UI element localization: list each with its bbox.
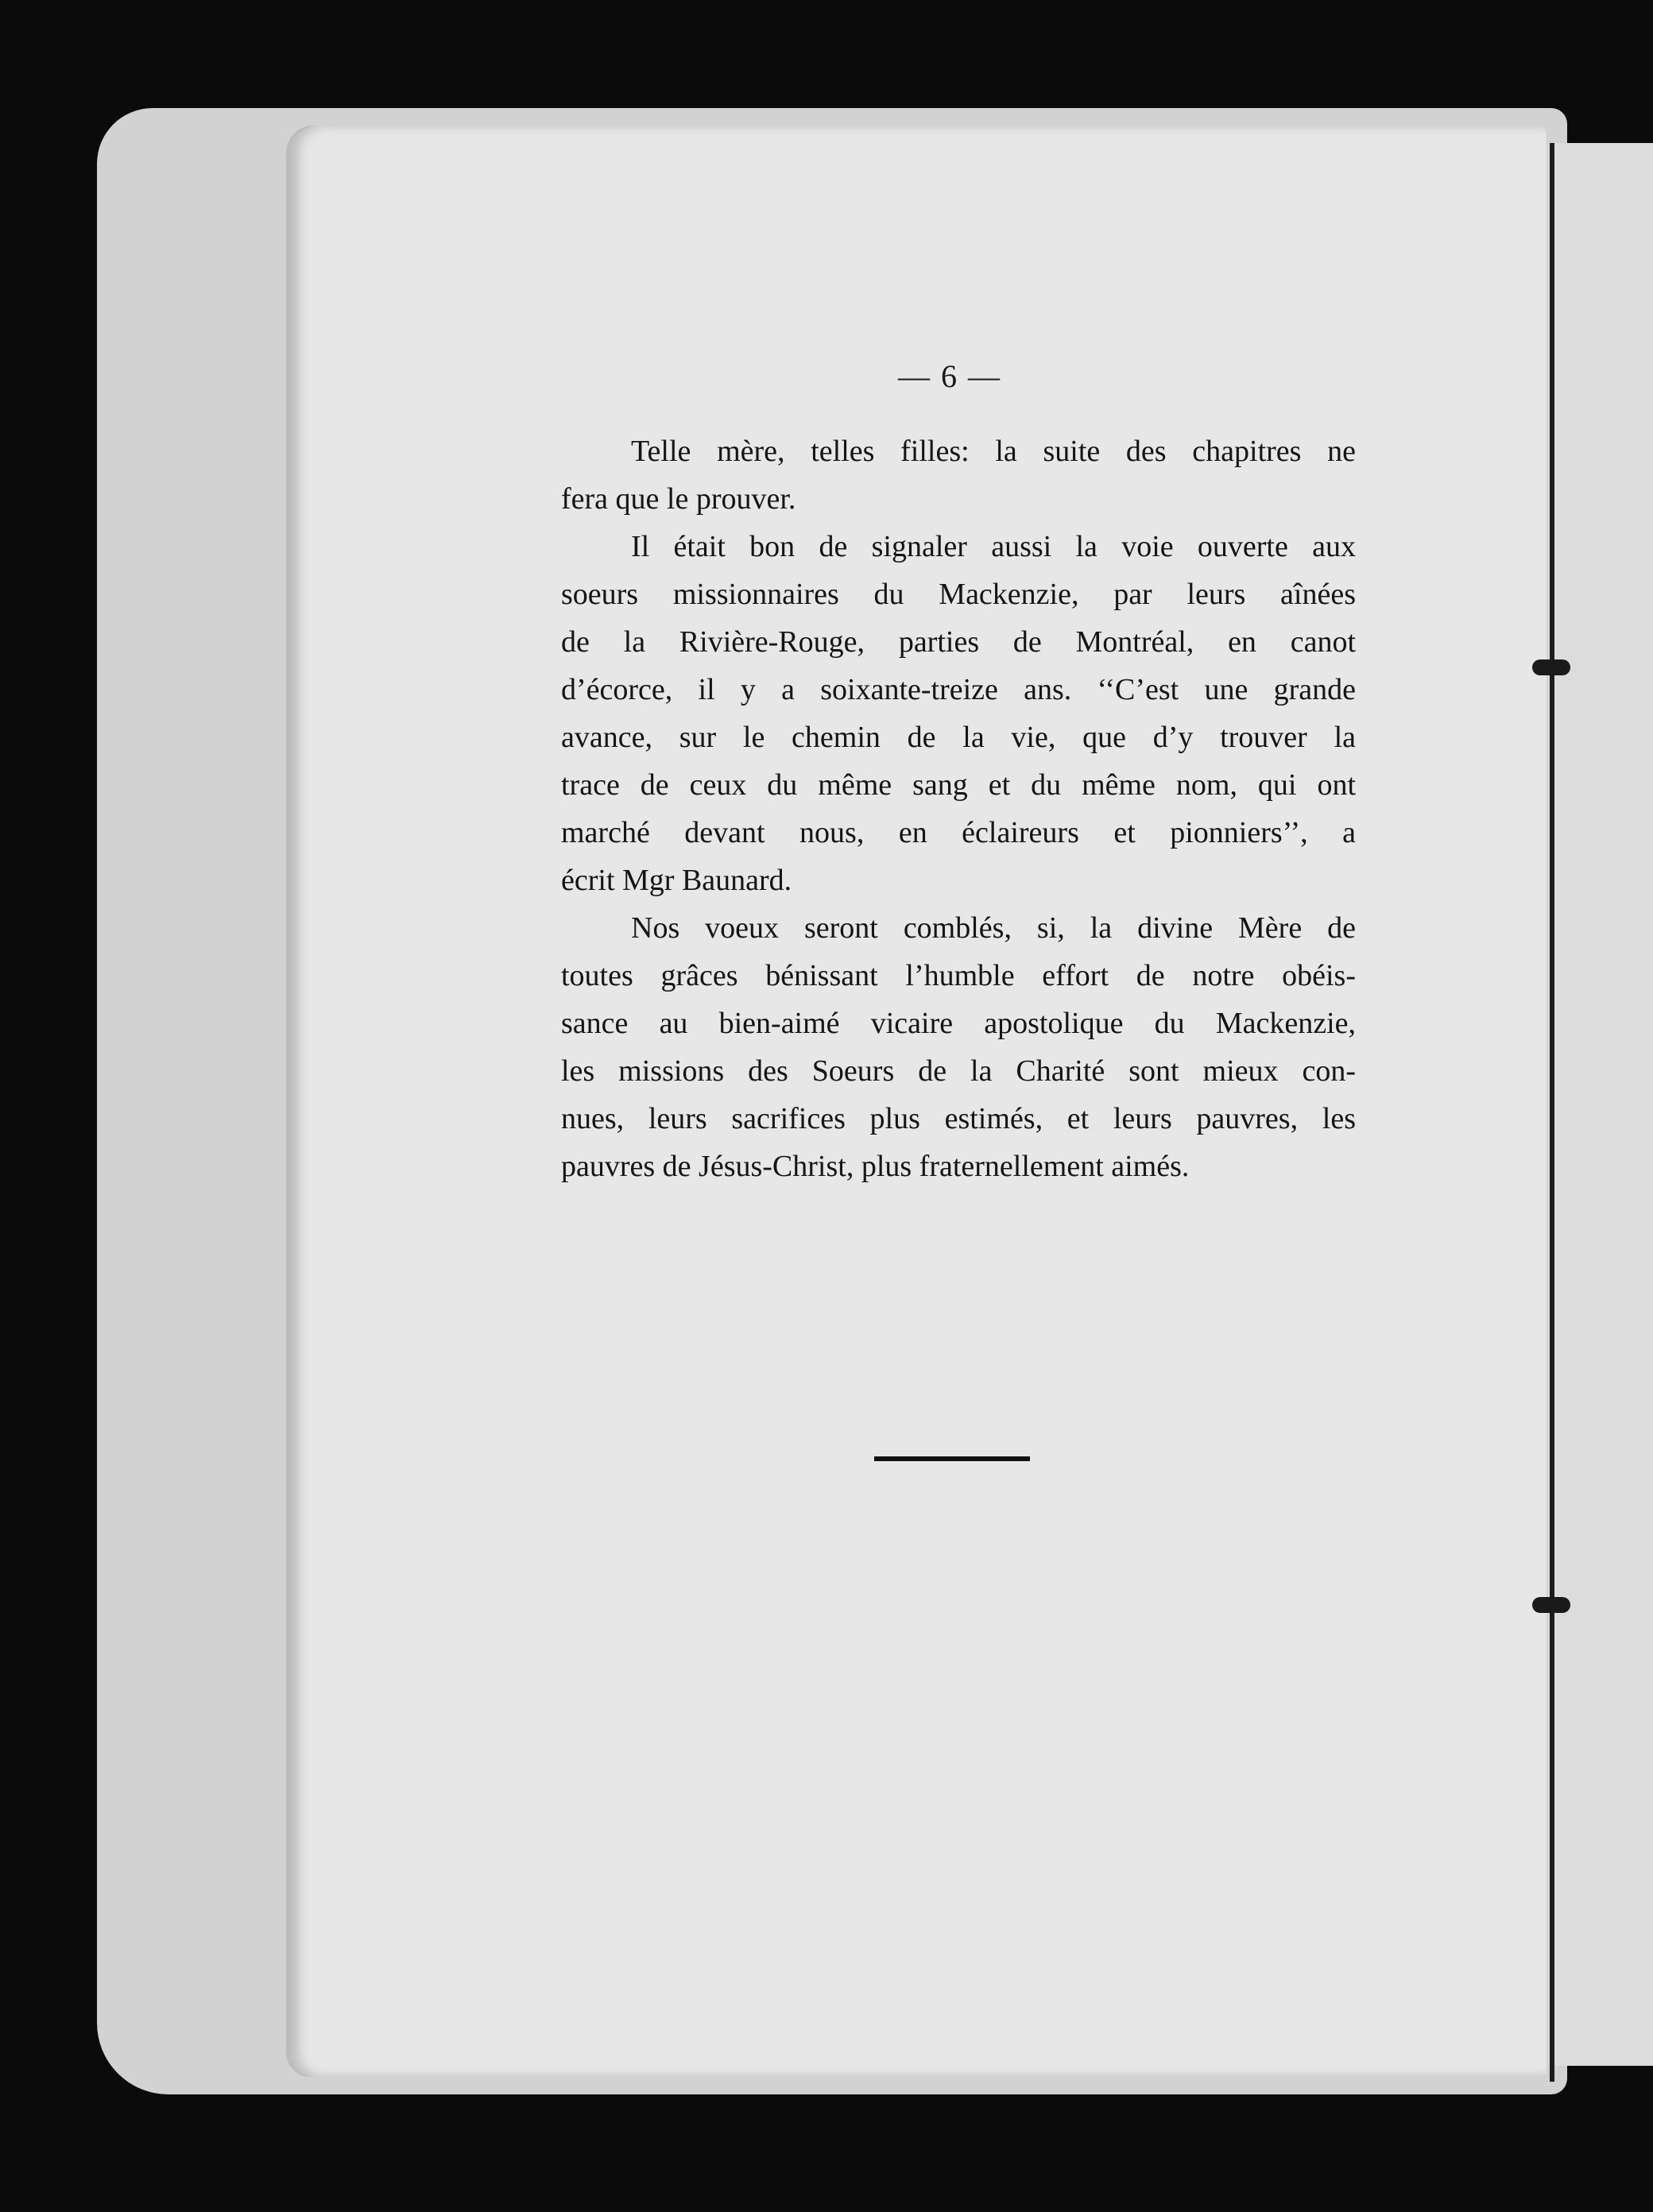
text-line: de la Rivière-Rouge, parties de Montréal, en canot <box>561 625 1356 659</box>
text-line: nues, leurs sacrifices plus estimés, et leurs pauvres, les <box>561 1102 1356 1135</box>
text-line: Il était bon de signaler aussi la voie ouverte aux <box>631 530 1356 563</box>
text-line: marché devant nous, en éclaireurs et pionniers’’, a <box>561 816 1356 849</box>
text-line: pauvres de Jésus-Christ, plus fraternellement aimés. <box>561 1150 1190 1183</box>
text-line: Nos voeux seront comblés, si, la divine Mère de <box>631 911 1356 945</box>
text-line: avance, sur le chemin de la vie, que d’y trouver la <box>561 721 1356 754</box>
text-line: trace de ceux du même sang et du même nom, qui ont <box>561 768 1356 802</box>
text-line: Telle mère, telles filles: la suite des chapitres ne <box>631 435 1356 468</box>
staple-bottom <box>1532 1597 1570 1613</box>
text-line: sance au bien-aimé vicaire apostolique du Mackenzie, <box>561 1007 1356 1040</box>
text-line: soeurs missionnaires du Mackenzie, par leurs aînées <box>561 578 1356 611</box>
text-line: d’écorce, il y a soixante-treize ans. ‘‘C’est une grande <box>561 673 1356 706</box>
facing-page-strip <box>1548 143 1653 2066</box>
staple-top <box>1532 659 1570 675</box>
paragraph-2 <box>561 523 1356 904</box>
spine-binding <box>1550 143 1554 2082</box>
paragraph-3 <box>561 904 1356 1190</box>
body-text <box>561 427 1356 1190</box>
page-edge <box>286 162 289 2053</box>
text-line: les missions des Soeurs de la Charité sont mieux con- <box>561 1054 1356 1088</box>
page-number: — 6 — <box>898 358 1001 394</box>
text-line: fera que le prouver. <box>561 482 796 516</box>
text-line: toutes grâces bénissant l’humble effort de notre obéis- <box>561 959 1356 992</box>
text-line: écrit Mgr Baunard. <box>561 864 792 897</box>
paragraph-1 <box>561 427 1356 523</box>
end-rule <box>874 1456 1030 1461</box>
